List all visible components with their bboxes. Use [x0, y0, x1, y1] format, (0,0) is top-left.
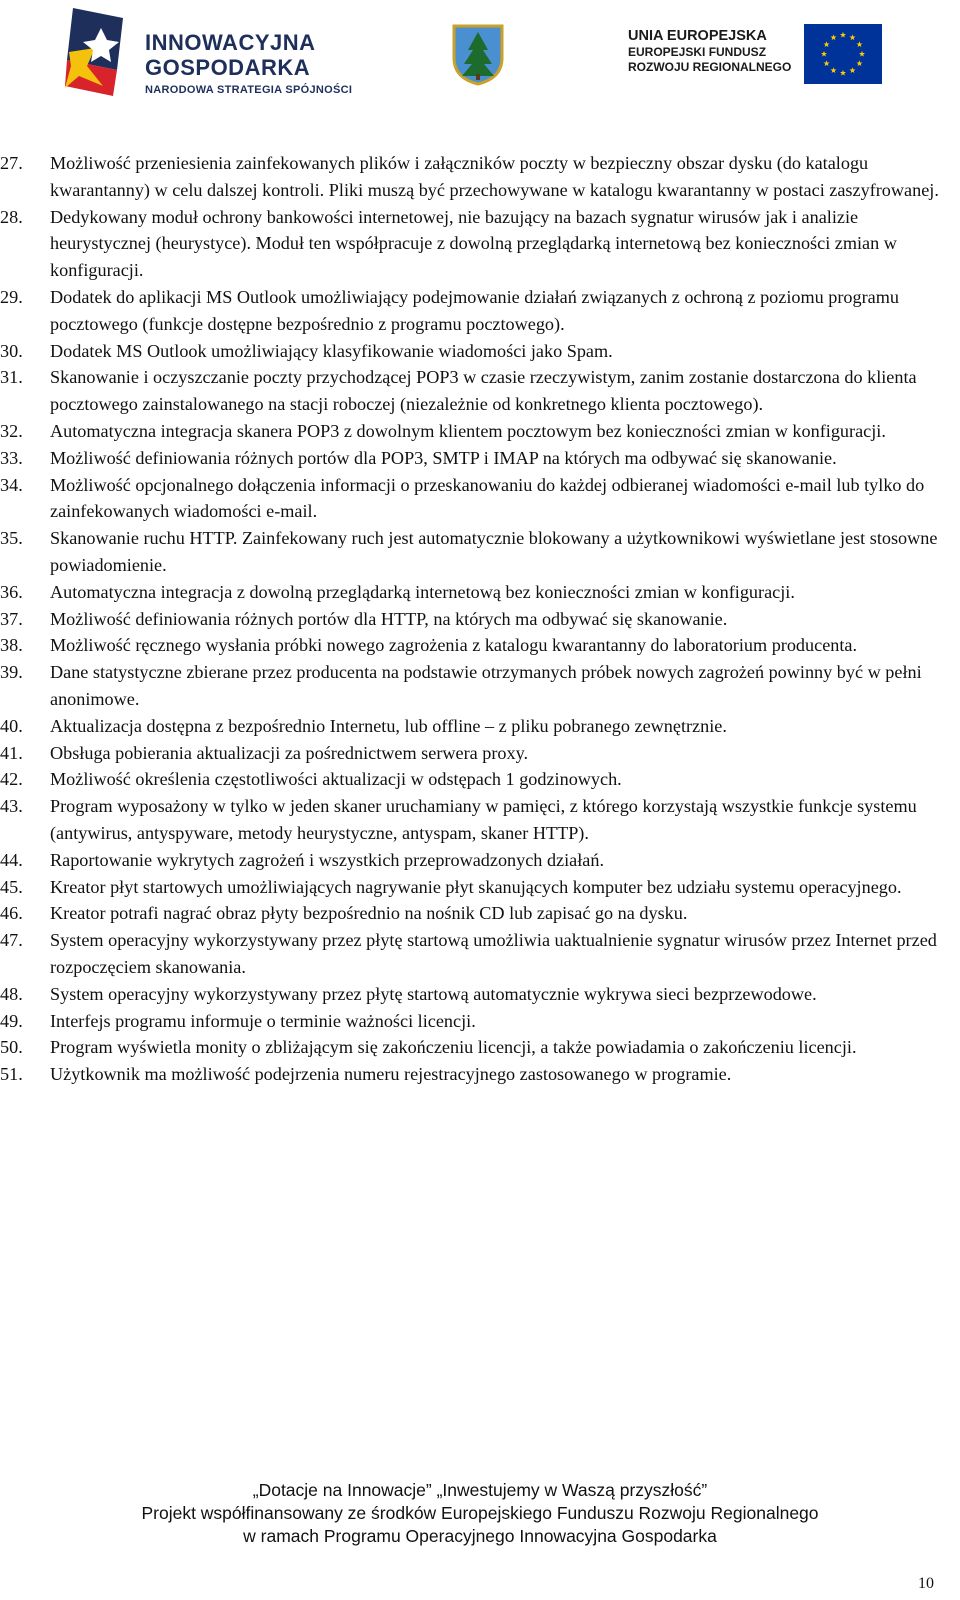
- list-item: [0, 284, 960, 338]
- list-item: [0, 606, 960, 633]
- item-number: 29.: [0, 286, 23, 307]
- item-number: 36.: [0, 581, 23, 602]
- list-item: [0, 418, 960, 445]
- list-item: [0, 793, 960, 847]
- item-number: 39.: [0, 662, 23, 683]
- footer-slogan: „Dotacje na Innowacje” „Inwestujemy w Waszą przyszłość”: [252, 1480, 708, 1500]
- list-item: [0, 150, 960, 204]
- item-text: Skanowanie ruchu HTTP. Zainfekowany ruch jest automatycznie blokowany a użytkownikowi wyświetlane jest stosowne powiadomienie.: [50, 528, 938, 575]
- item-number: 34.: [0, 474, 23, 495]
- list-item: [0, 579, 960, 606]
- list-item: [0, 445, 960, 472]
- eu-flag-icon: [804, 24, 882, 84]
- item-number: 43.: [0, 796, 23, 817]
- list-item: [0, 927, 960, 981]
- list-item: [0, 766, 960, 793]
- list-item: [0, 740, 960, 767]
- item-number: 35.: [0, 528, 23, 549]
- item-text: Automatyczna integracja z dowolną przeglądarką internetową bez konieczności zmian w konfiguracji.: [50, 581, 795, 602]
- list-item: [0, 338, 960, 365]
- ig-flag-icon: [65, 8, 141, 98]
- item-number: 42.: [0, 769, 23, 790]
- item-text: Użytkownik ma możliwość podejrzenia numeru rejestracyjnego zastosowanego w programie.: [50, 1064, 732, 1085]
- item-text: Możliwość definiowania różnych portów dla HTTP, na których ma odbywać się skanowanie.: [50, 608, 728, 629]
- item-text: Aktualizacja dostępna z bezpośrednio Internetu, lub offline – z pliku pobranego zewnętrznie.: [50, 715, 727, 736]
- item-number: 50.: [0, 1037, 23, 1058]
- list-item: [0, 525, 960, 579]
- item-number: 49.: [0, 1010, 23, 1031]
- item-number: 31.: [0, 367, 23, 388]
- item-number: 28.: [0, 206, 23, 227]
- item-number: 40.: [0, 715, 23, 736]
- item-number: 48.: [0, 983, 23, 1004]
- item-text: Dane statystyczne zbierane przez producenta na podstawie otrzymanych próbek nowych zagrożeń powinny być w pełni anonimowe.: [50, 662, 922, 709]
- list-item: [0, 204, 960, 284]
- item-number: 33.: [0, 447, 23, 468]
- ig-logo-line2: GOSPODARKA: [145, 55, 311, 80]
- ig-logo-text: [145, 30, 352, 96]
- list-item: [0, 1034, 960, 1061]
- item-number: 45.: [0, 876, 23, 897]
- item-text: Raportowanie wykrytych zagrożeń i wszystkich przeprowadzonych działań.: [50, 849, 605, 870]
- item-text: Możliwość definiowania różnych portów dla POP3, SMTP i IMAP na których ma odbywać się skanowanie.: [50, 447, 837, 468]
- item-number: 46.: [0, 903, 23, 924]
- list-item: [0, 364, 960, 418]
- item-number: 41.: [0, 742, 23, 763]
- footer-programme: w ramach Programu Operacyjnego Innowacyjna Gospodarka: [243, 1526, 717, 1546]
- eu-fund-line: EUROPEJSKI FUNDUSZ: [628, 45, 767, 59]
- item-number: 38.: [0, 635, 23, 656]
- item-text: Skanowanie i oczyszczanie poczty przychodzącej POP3 w czasie rzeczywistym, zanim zostanie dostarczona do klienta pocztowego zainstalowanego na stacji roboczej (niezależnie od konkretnego klienta pocztowego).: [50, 367, 917, 415]
- item-text: Dedykowany moduł ochrony bankowości internetowej, nie bazujący na bazach sygnatur wirusów jak i analizie heurystycznej (heurystyce). Moduł ten współpracuje z dowolną przeglądarką internetową bez konieczności zmian w konfiguracji.: [50, 206, 897, 281]
- item-number: 32.: [0, 420, 23, 441]
- item-text: Automatyczna integracja skanera POP3 z dowolnym klientem pocztowym bez konieczności zmian w konfiguracji.: [50, 420, 886, 441]
- item-text: Dodatek do aplikacji MS Outlook umożliwiający podejmowanie działań związanych z ochroną z poziomu programu pocztowego (funkcje dostępne bezpośrednio z programu pocztowego).: [50, 286, 899, 334]
- list-item: [0, 472, 960, 526]
- item-text: Możliwość opcjonalnego dołączenia informacji o przeskanowaniu do każdej odbieranej wiadomości e-mail lub tylko do zainfekowanych wiadomości e-mail.: [50, 474, 925, 522]
- list-item: [0, 713, 960, 740]
- ig-logo-line1: INNOWACYJNA: [145, 30, 316, 55]
- list-item: [0, 1061, 960, 1088]
- item-text: Kreator potrafi nagrać obraz płyty bezpośrednio na nośnik CD lub zapisać go na dysku.: [50, 903, 688, 924]
- item-text: Obsługa pobierania aktualizacji za pośrednictwem serwera proxy.: [50, 742, 529, 763]
- requirements-list: [0, 150, 960, 1088]
- page-footer: [0, 1479, 960, 1548]
- item-text: Dodatek MS Outlook umożliwiający klasyfikowanie wiadomości jako Spam.: [50, 340, 613, 361]
- item-number: 47.: [0, 930, 23, 951]
- list-item: [0, 1008, 960, 1035]
- list-item: [0, 981, 960, 1008]
- item-text: Możliwość przeniesienia zainfekowanych plików i załączników poczty w bezpieczny obszar dysku (do katalogu kwarantanny) w celu dalszej kontroli. Pliki muszą być przechowywane w katalogu kwarantanny w postaci zaszyfrowanej.: [50, 153, 939, 200]
- eu-regional-line: ROZWOJU REGIONALNEGO: [628, 59, 792, 74]
- item-number: 27.: [0, 153, 23, 173]
- ig-logo-line3: NARODOWA STRATEGIA SPÓJNOŚCI: [145, 84, 353, 96]
- page-header: [0, 0, 960, 110]
- page-number: 10: [918, 1575, 934, 1592]
- eu-text-block: [628, 28, 791, 74]
- list-item: [0, 900, 960, 927]
- list-item: [0, 659, 960, 713]
- list-item: [0, 632, 960, 659]
- innowacyjna-gospodarka-logo: [65, 8, 355, 98]
- item-text: Możliwość określenia częstotliwości aktualizacji w odstępach 1 godzinowych.: [50, 769, 622, 790]
- item-text: Interfejs programu informuje o terminie ważności licencji.: [50, 1010, 476, 1031]
- item-number: 30.: [0, 340, 23, 361]
- item-number: 44.: [0, 849, 23, 870]
- item-number: 37.: [0, 608, 23, 629]
- item-number: 51.: [0, 1064, 23, 1085]
- item-text: Program wyświetla monity o zbliżającym się zakończeniu licencji, a także powiadamia o zakończeniu licencji.: [50, 1037, 857, 1058]
- item-text: Program wyposażony w tylko w jeden skaner uruchamiany w pamięci, z którego korzystają wszystkie funkcje systemu (antywirus, antyspyware, metody heurystyczne, antyspam, skaner HTTP).: [50, 796, 917, 843]
- item-text: System operacyjny wykorzystywany przez płytę startową umożliwia uaktualnienie sygnatur wirusów przez Internet przed rozpoczęciem skanowania.: [50, 930, 937, 977]
- list-item: [0, 847, 960, 874]
- eu-title: UNIA EUROPEJSKA: [628, 28, 767, 44]
- coat-of-arms-icon: [452, 24, 504, 86]
- footer-cofinancing: Projekt współfinansowany ze środków Europejskiego Funduszu Rozwoju Regionalnego: [141, 1503, 819, 1523]
- item-text: Możliwość ręcznego wysłania próbki nowego zagrożenia z katalogu kwarantanny do laboratorium producenta.: [50, 635, 858, 656]
- item-text: Kreator płyt startowych umożliwiających nagrywanie płyt skanujących komputer bez udziału systemu operacyjnego.: [50, 876, 902, 897]
- item-text: System operacyjny wykorzystywany przez płytę startową automatycznie wykrywa sieci bezprzewodowe.: [50, 983, 817, 1004]
- list-item: [0, 874, 960, 901]
